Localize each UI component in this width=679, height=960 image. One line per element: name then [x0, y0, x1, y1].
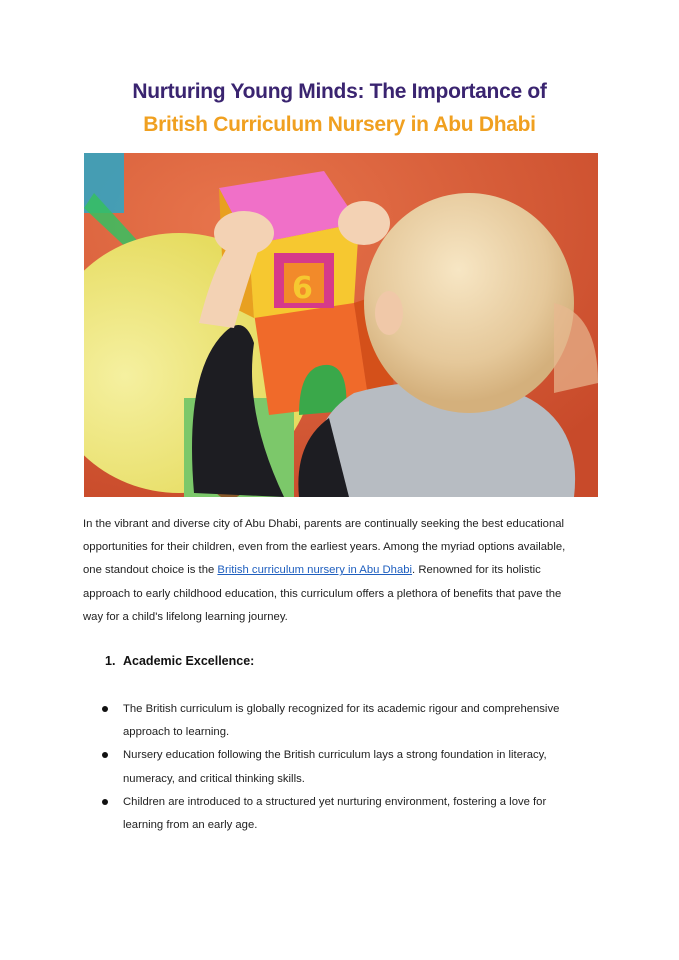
- page-title-line-1: Nurturing Young Minds: The Importance of: [132, 80, 547, 103]
- section-heading-text: Academic Excellence:: [123, 654, 255, 668]
- bullet-icon: [102, 706, 108, 712]
- section-heading: [105, 654, 254, 668]
- list-item-text: Nursery education following the British curriculum lays a strong foundation in literacy, numeracy, and critical thinking skills.: [123, 749, 547, 785]
- list-item: [102, 698, 572, 744]
- list-item-text: The British curriculum is globally recognized for its academic rigour and comprehensive approach to learning.: [123, 703, 560, 739]
- bullet-list: [102, 698, 572, 837]
- intro-paragraph: [83, 513, 583, 629]
- hero-photo-child-stacking-blocks: [84, 153, 598, 497]
- bullet-icon: [102, 799, 108, 805]
- intro-text-before-link: In the vibrant and diverse city of Abu Dhabi, parents are continually seeking the best educational opportunities for their children, even from the earliest years. Among the myriad options available, one standout choice is the: [83, 518, 566, 577]
- list-item-text: Children are introduced to a structured yet nurturing environment, fostering a love for learning from an early age.: [123, 795, 547, 832]
- list-item: [102, 744, 572, 790]
- bullet-icon: [102, 752, 108, 758]
- section-number: 1.: [105, 654, 116, 668]
- svg-text:6: 6: [292, 271, 313, 306]
- intro-text-after-link: . Renowned for its holistic approach to early childhood education, this curriculum offers a plethora of benefits that pave the way for a child's lifelong learning journey.: [83, 564, 562, 623]
- nursery-link[interactable]: British curriculum nursery in Abu Dhabi: [217, 564, 413, 577]
- list-item: [102, 791, 572, 837]
- page-title-line-2: British Curriculum Nursery in Abu Dhabi: [143, 113, 536, 136]
